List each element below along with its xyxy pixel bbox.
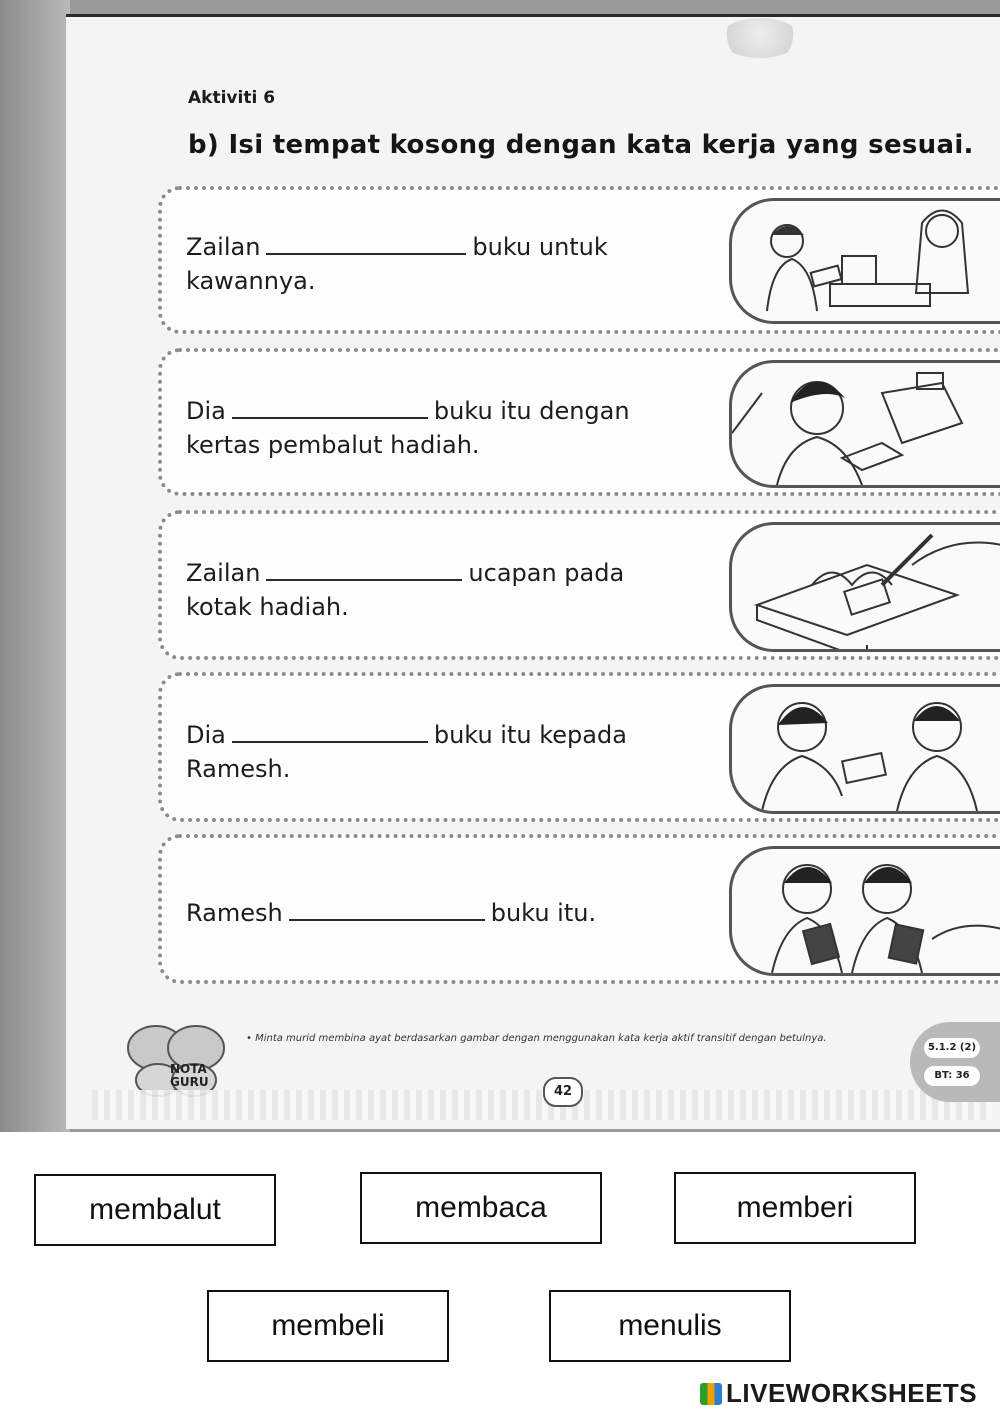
question-1	[158, 186, 1000, 334]
nota-line2: GURU	[170, 1075, 209, 1089]
nota-line1: NOTA	[170, 1062, 207, 1076]
answer-blank-3[interactable]	[266, 557, 462, 581]
question-text	[186, 896, 656, 930]
sun-decoration	[720, 18, 800, 58]
page-number: 42	[543, 1077, 583, 1107]
text-after: buku untuk	[472, 233, 608, 261]
standard-badge	[910, 1022, 1000, 1102]
badge-bt: BT: 36	[924, 1066, 980, 1086]
question-3	[158, 510, 1000, 660]
text-after: buku itu kepada	[433, 721, 627, 749]
text-before: Zailan	[186, 559, 261, 587]
grass-decoration	[92, 1090, 992, 1120]
teacher-note: • Minta murid membina ayat berdasarkan gambar dengan menggunakan kata kerja aktif transitif dengan betulnya.	[246, 1033, 827, 1044]
text-after: ucapan pada	[468, 559, 625, 587]
word-option-menulis[interactable]: menulis	[549, 1290, 791, 1362]
illustration-giving-book	[729, 684, 1000, 814]
question-2	[158, 348, 1000, 496]
text-line2: Ramesh.	[186, 755, 291, 783]
word-option-membeli[interactable]: membeli	[207, 1290, 449, 1362]
instruction: b) Isi tempat kosong dengan kata kerja yang sesuai.	[188, 130, 974, 160]
answer-blank-2[interactable]	[232, 395, 428, 419]
text-line2: kawannya.	[186, 267, 316, 295]
answer-blank-1[interactable]	[266, 231, 466, 255]
question-4	[158, 672, 1000, 822]
question-text	[186, 230, 656, 298]
text-before: Ramesh	[186, 899, 283, 927]
page-shadow	[0, 0, 70, 1132]
question-5	[158, 834, 1000, 984]
text-after: buku itu dengan	[433, 397, 630, 425]
text-line2: kotak hadiah.	[186, 593, 349, 621]
text-before: Dia	[186, 721, 226, 749]
illustration-writing-card	[729, 522, 1000, 652]
text-before: Zailan	[186, 233, 261, 261]
liveworksheets-icon	[700, 1383, 722, 1405]
answer-blank-4[interactable]	[232, 719, 428, 743]
answer-blank-5[interactable]	[289, 897, 485, 921]
text-before: Dia	[186, 397, 226, 425]
question-text	[186, 556, 656, 624]
question-text	[186, 394, 656, 462]
text-line2: kertas pembalut hadiah.	[186, 431, 480, 459]
brand-text: LIVEWORKSHEETS	[726, 1378, 978, 1408]
word-option-membalut[interactable]: membalut	[34, 1174, 276, 1246]
nota-guru-label	[170, 1063, 209, 1089]
badge-standard: 5.1.2 (2)	[924, 1038, 980, 1058]
liveworksheets-logo[interactable]	[700, 1378, 977, 1409]
word-option-memberi[interactable]: memberi	[674, 1172, 916, 1244]
illustration-reading-book	[729, 846, 1000, 976]
illustration-wrapping-book	[729, 360, 1000, 488]
illustration-buying-book	[729, 198, 1000, 324]
word-option-membaca[interactable]: membaca	[360, 1172, 602, 1244]
question-text	[186, 718, 656, 786]
activity-label: Aktiviti 6	[188, 88, 276, 108]
text-after: buku itu.	[490, 899, 597, 927]
